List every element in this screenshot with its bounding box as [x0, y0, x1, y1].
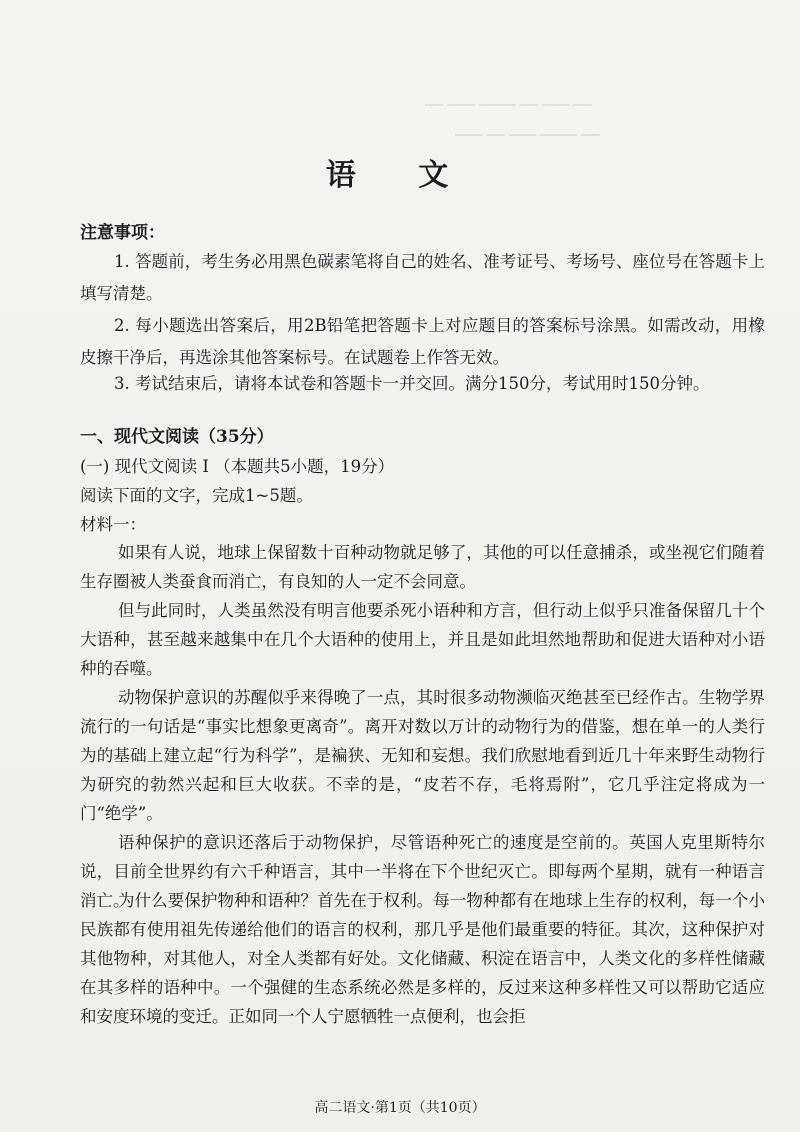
reading-instruction: 阅读下面的文字，完成1~5题。: [80, 486, 313, 505]
passage-paragraph: 如果有人说，地球上保留数十百种动物就足够了，其他的可以任意捕杀，或坐视它们随着生存圈被人类蚕食而消亡，有良知的人一定不会同意。: [80, 543, 765, 591]
passage-paragraph: 为什么要保护物种和语种？首先在于权利。每一物种都有在地球上生存的权利，每一个小民族都有使用祖先传递给他们的语言的权利，那几乎是他们最重要的特征。其次，这种保护对其他物种，对其他人，对全人类都有好处。文化储藏、积淀在语言中，人类文化的多样性储藏在其多样的语种中。一个强健的生态系统必然是多样的，反过来这种多样性又可以帮助它适应和安度环境的变迁。正如同一个人宁愿牺牲一点便利，也会拒: [80, 891, 765, 1026]
notes-heading: 注意事项：: [80, 223, 165, 243]
note-item: 3. 考试结束后，请将本试卷和答题卡一并交回。满分150分，考试用时150分钟。: [114, 374, 710, 393]
page-title: 语 文: [325, 158, 475, 193]
section-heading: 一、现代文阅读（35分）: [80, 427, 274, 447]
note-item: 1. 答题前，考生务必用黑色碳素笔将自己的姓名、准考证号、考场号、座位号在答题卡上填写清楚。: [80, 252, 765, 303]
sub-heading: (一) 现代文阅读 I （本题共5小题，19分）: [80, 457, 395, 476]
note-item: 2. 每小题选出答案后，用2B铅笔把答题卡上对应题目的答案标号涂黑。如需改动，用橡皮擦干净后，再选涂其他答案标号。在试题卷上作答无效。: [80, 316, 765, 367]
material-label: 材料一：: [80, 515, 146, 534]
bleed-through-text: ▁▁ ▁▁▁ ▁▁▁▁ ▁▁ ▁▁▁ ▁▁: [425, 92, 592, 106]
passage-paragraph: 但与此同时，人类虽然没有明言他要杀死小语种和方言，但行动上似乎只准备保留几十个大语种，甚至越来越集中在几个大语种的使用上，并且是如此坦然地帮助和促进大语种对小语种的吞噬。: [80, 601, 765, 678]
passage-paragraph: 语种保护的意识还落后于动物保护，尽管语种死亡的速度是空前的。英国人克里斯特尔说，目前全世界约有六千种语言，其中一半将在下个世纪灭亡。即每两个星期，就有一种语言消亡。: [80, 833, 765, 910]
bleed-through-text: ▁▁▁ ▁▁ ▁▁▁ ▁▁▁▁ ▁▁: [455, 122, 600, 136]
passage-paragraph: 动物保护意识的苏醒似乎来得晚了一点，其时很多动物濒临灭绝甚至已经作古。生物学界流行的一句话是“事实比想象更离奇”。离开对数以万计的动物行为的借鉴，想在单一的人类行为的基础上建立起“行为科学”，是褊狭、无知和妄想。我们欣慰地看到近几十年来野生动物行为研究的勃然兴起和巨大收获。不幸的是，“皮若不存，毛将焉附”，它几乎注定将成为一门“绝学”。: [80, 688, 765, 823]
page-footer: 高二语文·第1页（共10页）: [314, 1100, 486, 1116]
